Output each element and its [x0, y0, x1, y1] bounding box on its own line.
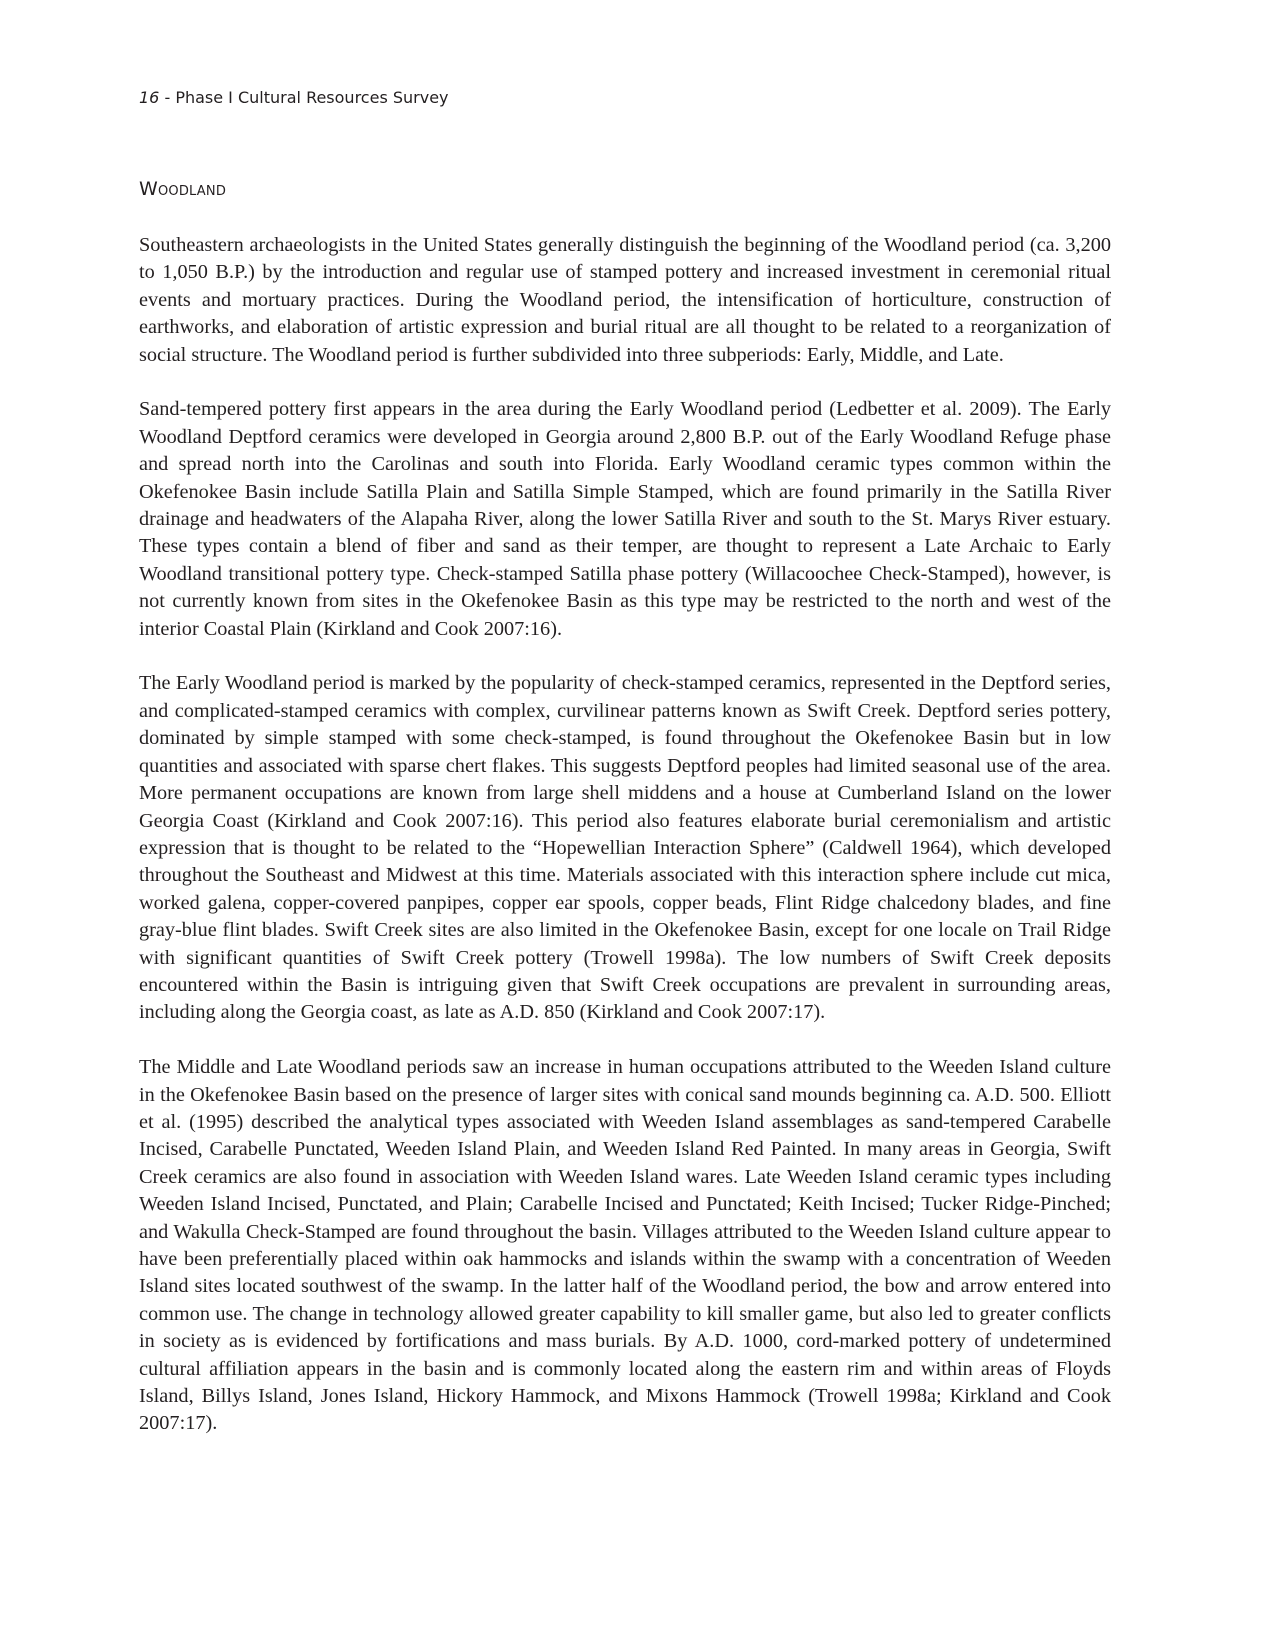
body-text [139, 232, 1111, 1465]
paragraph: The Early Woodland period is marked by the popularity of check-stamped ceramics, represented in the Deptford series, and complicated-stamped ceramics with complex, curvilinear patterns known as Swift Creek. Deptford series pottery, dominated by simple stamped with some check-stamped, is found throughout the Okefenokee Basin but in low quantities and associated with sparse chert flakes. This suggests Deptford peoples had limited seasonal use of the area. More permanent occupations are known from large shell middens and a house at Cumberland Island on the lower Georgia Coast (Kirkland and Cook 2007:16). This period also features elaborate burial ceremonialism and artistic expression that is thought to be related to the “Hopewellian Interaction Sphere” (Caldwell 1964), which developed throughout the Southeast and Midwest at this time. Materials associated with this interaction sphere include cut mica, worked galena, copper-covered panpipes, copper ear spools, copper beads, Flint Ridge chalcedony blades, and fine gray-blue flint blades. Swift Creek sites are also limited in the Okefenokee Basin, except for one locale on Trail Ridge with significant quantities of Swift Creek pottery (Trowell 1998a). The low numbers of Swift Creek deposits encountered within the Basin is intriguing given that Swift Creek occupations are prevalent in surrounding areas, including along the Georgia coast, as late as A.D. 850 (Kirkland and Cook 2007:17). [139, 672, 1111, 1024]
header-separator: - [159, 88, 176, 107]
page-number: 16 [139, 88, 160, 107]
paragraph: The Middle and Late Woodland periods saw an increase in human occupations attributed to the Weeden Island culture in the Okefenokee Basin based on the presence of larger sites with conical sand mounds beginning ca. A.D. 500. Elliott et al. (1995) described the analytical types associated with Weeden Island assemblages as sand-tempered Carabelle Incised, Carabelle Punctated, Weeden Island Plain, and Weeden Island Red Painted. In many areas in Georgia, Swift Creek ceramics are also found in association with Weeden Island wares. Late Weeden Island ceramic types including Weeden Island Incised, Punctated, and Plain; Carabelle Incised and Punctated; Keith Incised; Tucker Ridge-Pinched; and Wakulla Check-Stamped are found throughout the basin. Villages attributed to the Weeden Island culture appear to have been preferentially placed within oak hammocks and islands within the swamp with a concentration of Weeden Island sites located southwest of the swamp. In the latter half of the Woodland period, the bow and arrow entered into common use. The change in technology allowed greater capability to kill smaller game, but also led to greater conflicts in society as is evidenced by fortifications and mass burials. By A.D. 1000, cord-marked pottery of undetermined cultural affiliation appears in the basin and is commonly located along the eastern rim and within areas of Floyds Island, Billys Island, Jones Island, Hickory Hammock, and Mixons Hammock (Trowell 1998a; Kirkland and Cook 2007:17). [139, 1056, 1111, 1435]
running-header [139, 88, 449, 107]
document-title: Phase I Cultural Resources Survey [175, 88, 449, 107]
paragraph: Sand-tempered pottery first appears in the area during the Early Woodland period (Ledbetter et al. 2009). The Early Woodland Deptford ceramics were developed in Georgia around 2,800 B.P. out of the Early Woodland Refuge phase and spread north into the Carolinas and south into Florida. Early Woodland ceramic types common within the Okefenokee Basin include Satilla Plain and Satilla Simple Stamped, which are found primarily in the Satilla River drainage and headwaters of the Alapaha River, along the lower Satilla River and south to the St. Marys River estuary. These types contain a blend of fiber and sand as their temper, are thought to represent a Late Archaic to Early Woodland transitional pottery type. Check-stamped Satilla phase pottery (Willacoochee Check-Stamped), however, is not currently known from sites in the Okefenokee Basin as this type may be restricted to the north and west of the interior Coastal Plain (Kirkland and Cook 2007:16). [139, 398, 1111, 640]
paragraph: Southeastern archaeologists in the United States generally distinguish the beginning of the Woodland period (ca. 3,200 to 1,050 B.P.) by the introduction and regular use of stamped pottery and increased investment in ceremonial ritual events and mortuary practices. During the Woodland period, the intensification of horticulture, construction of earthworks, and elaboration of artistic expression and burial ritual are all thought to be related to a reorganization of social structure. The Woodland period is further subdivided into three subperiods: Early, Middle, and Late. [139, 234, 1111, 366]
section-heading: Woodland [139, 178, 227, 200]
